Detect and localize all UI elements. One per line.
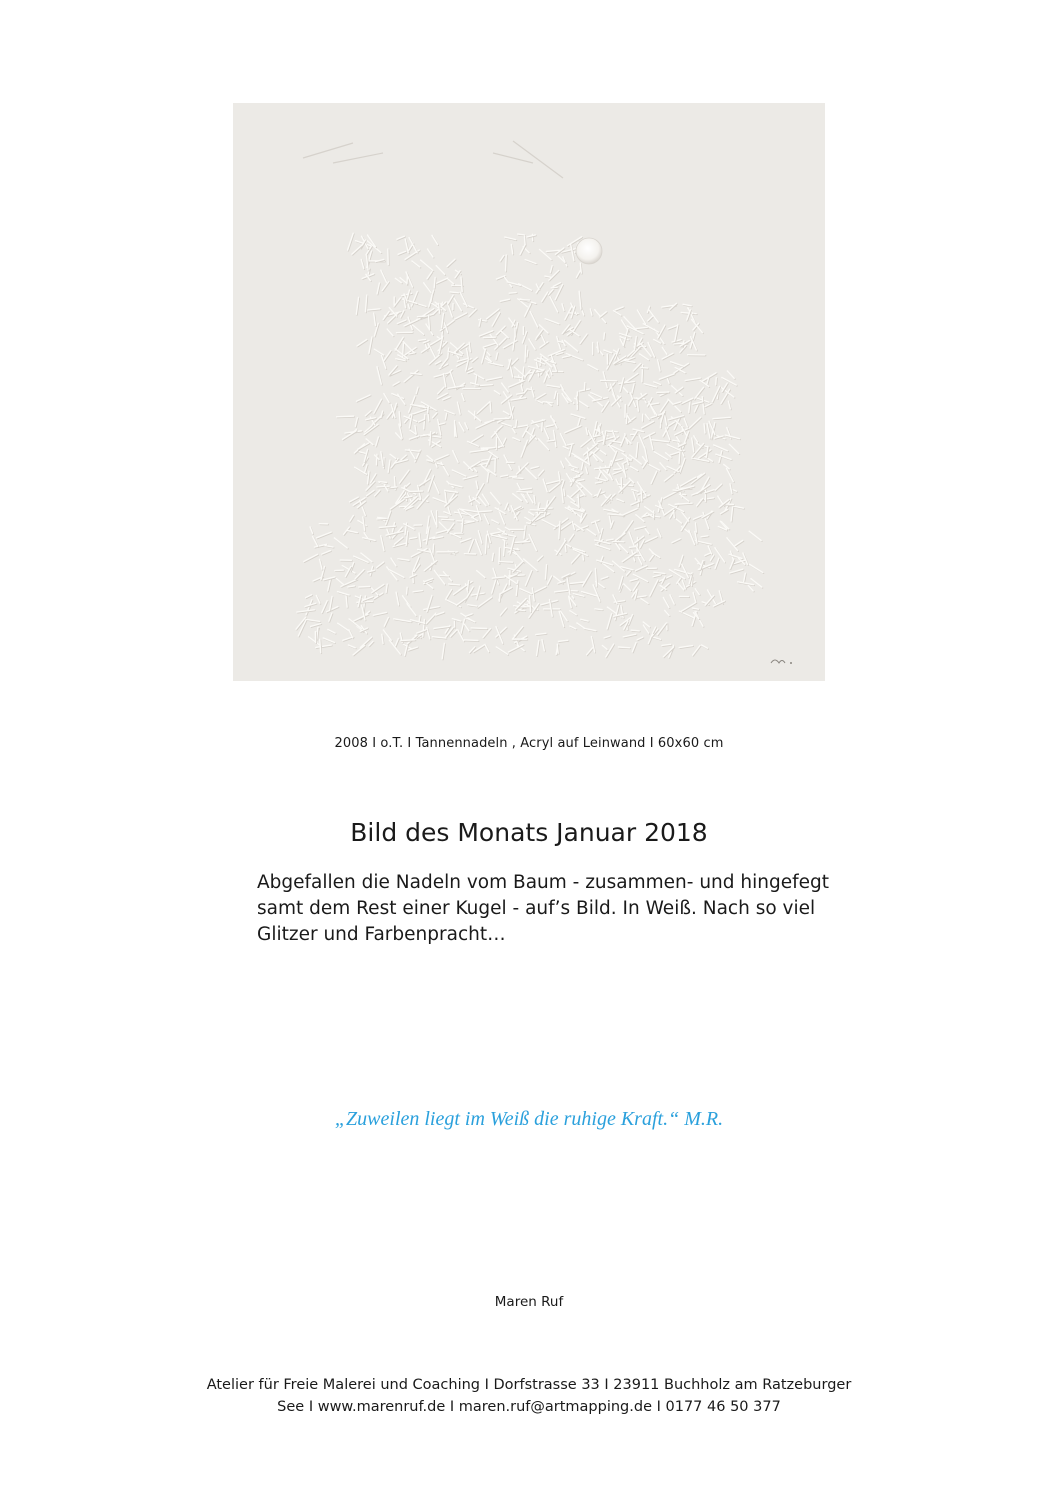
needle xyxy=(479,511,492,512)
needle xyxy=(629,547,636,548)
needle xyxy=(527,350,528,357)
needle xyxy=(557,644,558,653)
needle xyxy=(490,402,491,411)
canvas-background xyxy=(233,103,825,681)
needle xyxy=(578,495,579,507)
footer-line-2: See I www.marenruf.de I maren.ruf@artmapping.de I 0177 46 50 377 xyxy=(277,1399,781,1415)
needle xyxy=(494,418,509,419)
description-text: Abgefallen die Nadeln vom Baum - zusammen- und hingefegt samt dem Rest einer Kugel - auf’s Bild. In Weiß. Nach so viel Glitzer und Farbenpracht… xyxy=(257,872,830,945)
needle xyxy=(604,333,605,339)
needle xyxy=(551,287,557,288)
needle xyxy=(716,378,717,385)
artwork-image xyxy=(233,103,825,681)
needle xyxy=(439,304,440,314)
needle xyxy=(499,594,500,601)
needle xyxy=(430,432,431,445)
needle xyxy=(516,420,517,426)
needle xyxy=(401,640,415,641)
needle xyxy=(442,519,454,520)
needle xyxy=(439,575,448,576)
needle xyxy=(597,342,598,352)
needle xyxy=(409,491,422,492)
needle xyxy=(506,255,507,271)
needle xyxy=(377,486,389,487)
needle xyxy=(518,234,525,235)
footer-address xyxy=(0,1374,1058,1418)
needle xyxy=(448,348,449,358)
author-name: Maren Ruf xyxy=(494,1294,564,1310)
needle xyxy=(674,510,675,517)
page-title: Bild des Monats Januar 2018 xyxy=(350,818,708,847)
needle xyxy=(606,431,617,432)
needle xyxy=(450,292,458,293)
needle xyxy=(499,561,513,562)
needle xyxy=(320,639,321,652)
needle xyxy=(696,523,697,533)
signature-dot xyxy=(790,662,792,664)
footer-line-1: Atelier für Freie Malerei und Coaching I Dorfstrasse 33 I 23911 Buchholz am Ratzeburger xyxy=(206,1377,852,1393)
needle xyxy=(513,342,514,350)
needle xyxy=(407,587,408,594)
needle xyxy=(433,544,434,555)
quote-text: „Zuweilen liegt im Weiß die ruhige Kraft.“ M.R. xyxy=(334,1108,724,1130)
needle xyxy=(471,628,487,629)
needle xyxy=(428,406,429,412)
needle xyxy=(509,293,516,294)
needle xyxy=(614,469,621,470)
needle xyxy=(525,345,526,362)
needle xyxy=(595,609,602,610)
needle xyxy=(618,647,629,648)
needle xyxy=(631,630,639,631)
needle xyxy=(576,396,577,403)
needle xyxy=(513,478,523,479)
needle xyxy=(417,316,426,317)
needle xyxy=(437,517,448,518)
needle xyxy=(564,489,565,495)
painting-texture xyxy=(233,103,825,681)
artwork-caption: 2008 I o.T. I Tannennadeln , Acryl auf Leinwand I 60x60 cm xyxy=(334,736,724,751)
needle xyxy=(359,587,370,588)
needle xyxy=(449,584,460,585)
needle xyxy=(380,482,387,483)
needle xyxy=(641,368,648,369)
needle xyxy=(337,416,354,417)
needle xyxy=(547,440,554,441)
needle xyxy=(704,424,705,433)
needle xyxy=(517,492,532,493)
ornament-ball xyxy=(576,238,602,264)
